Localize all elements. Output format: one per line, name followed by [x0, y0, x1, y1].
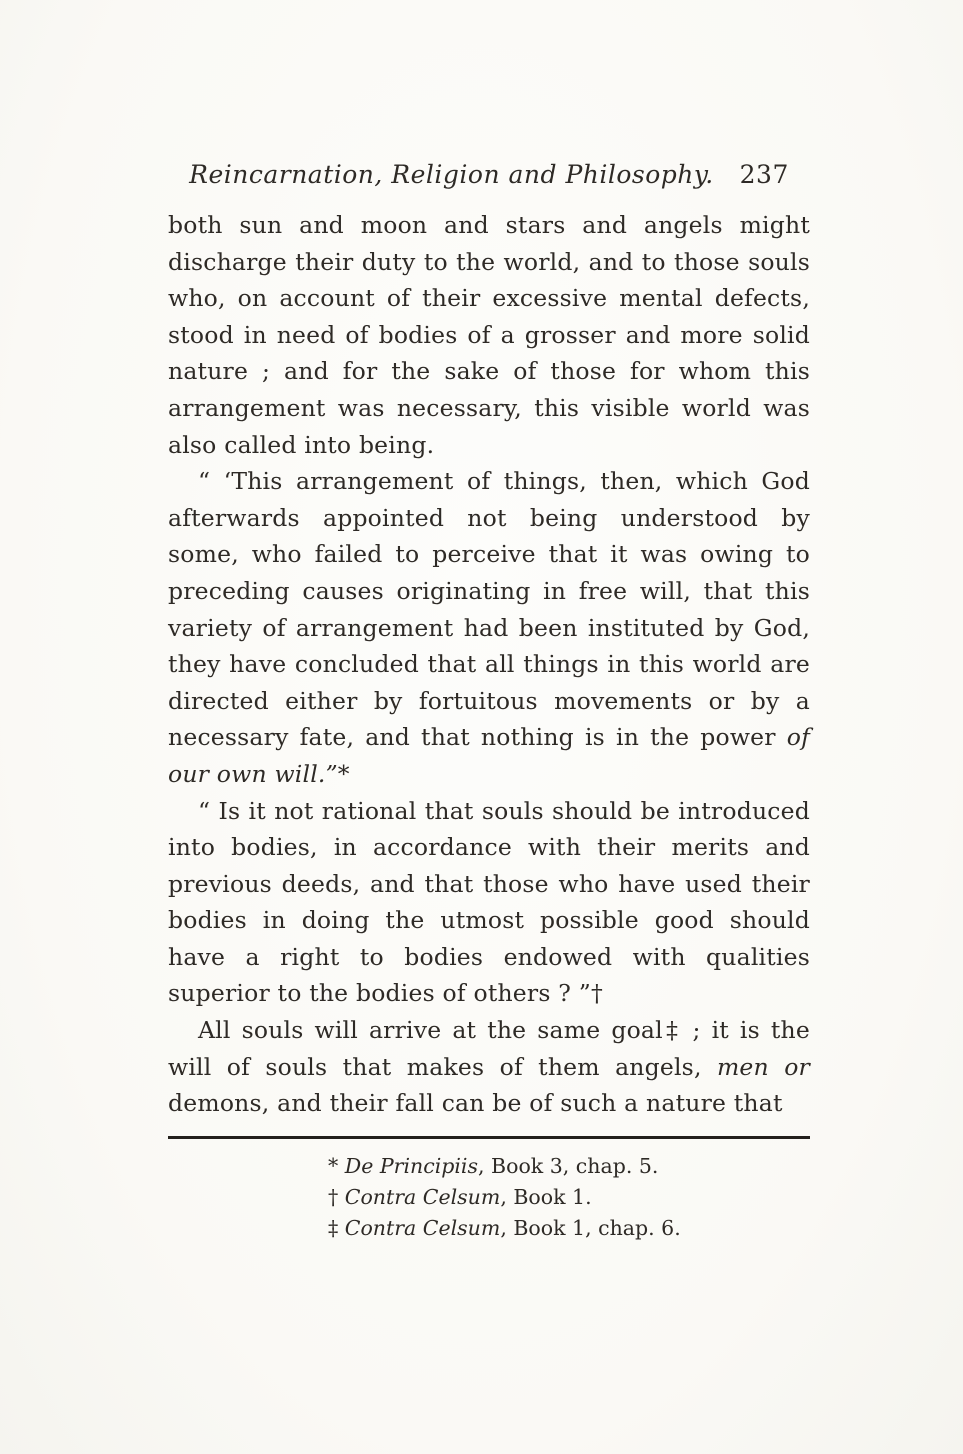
- footnote-marker: †: [328, 1184, 345, 1209]
- footnote-item: [328, 1151, 810, 1182]
- paragraph-segment-italic: men or: [716, 1052, 810, 1081]
- paragraph: [168, 463, 810, 792]
- paragraph-segment: both sun and moon and stars and angels might discharge their duty to the world, and to those souls who, on account of their excessive mental defects, stood in need of bodies of a grosser and more solid nature ; and for the sake of those for whom this arrangement was necessary, this visible world was also called into being.: [168, 211, 810, 459]
- paragraph: [168, 207, 810, 463]
- footnote-work-title: Contra Celsum: [344, 1215, 501, 1240]
- footnote-text: , Book 1.: [500, 1184, 592, 1209]
- footnote-rule: [168, 1136, 810, 1139]
- running-header: [168, 160, 810, 189]
- footnote-item: [328, 1213, 810, 1244]
- footnote-work-title: De Principiis: [344, 1153, 479, 1178]
- page-number: 237: [739, 160, 789, 189]
- footnote-text: , Book 1, chap. 6.: [500, 1215, 681, 1240]
- paragraph: [168, 1012, 810, 1122]
- footnote-marker: ‡: [328, 1215, 345, 1240]
- footnote-marker: *: [328, 1153, 345, 1178]
- paragraph: [168, 793, 810, 1013]
- header-title: Reincarnation, Religion and Philosophy.: [189, 160, 714, 189]
- paragraph-segment-italic: of our own will.”*: [168, 723, 810, 788]
- paragraph-segment: “ Is it not rational that souls should be introduced into bodies, in accordance with their merits and previous deeds, and that those who have used their bodies in doing the utmost possible good should have a right to bodies endowed with qualities superior to the bodies of others ? ”†: [168, 796, 810, 1008]
- body-text: [168, 207, 810, 1122]
- text-block: [168, 160, 810, 1244]
- paragraph-segment: “ ‘This arrangement of things, then, which God afterwards appointed not being understood by some, who failed to perceive that it was owing to preceding causes originating in free will, that this variety of arrangement had been instituted by God, they have concluded that all things in this world are directed either by fortuitous movements or by a necessary fate, and that nothing is in the power: [168, 467, 810, 752]
- paragraph-segment: All souls will arrive at the same goal‡ ; it is the will of souls that makes of them angels,: [168, 1016, 810, 1081]
- footnote-item: [328, 1182, 810, 1213]
- footnotes: [328, 1151, 810, 1244]
- footnote-text: , Book 3, chap. 5.: [478, 1153, 659, 1178]
- footnote-work-title: Contra Celsum: [344, 1184, 501, 1209]
- paragraph-segment: demons, and their fall can be of such a nature that: [168, 1089, 783, 1118]
